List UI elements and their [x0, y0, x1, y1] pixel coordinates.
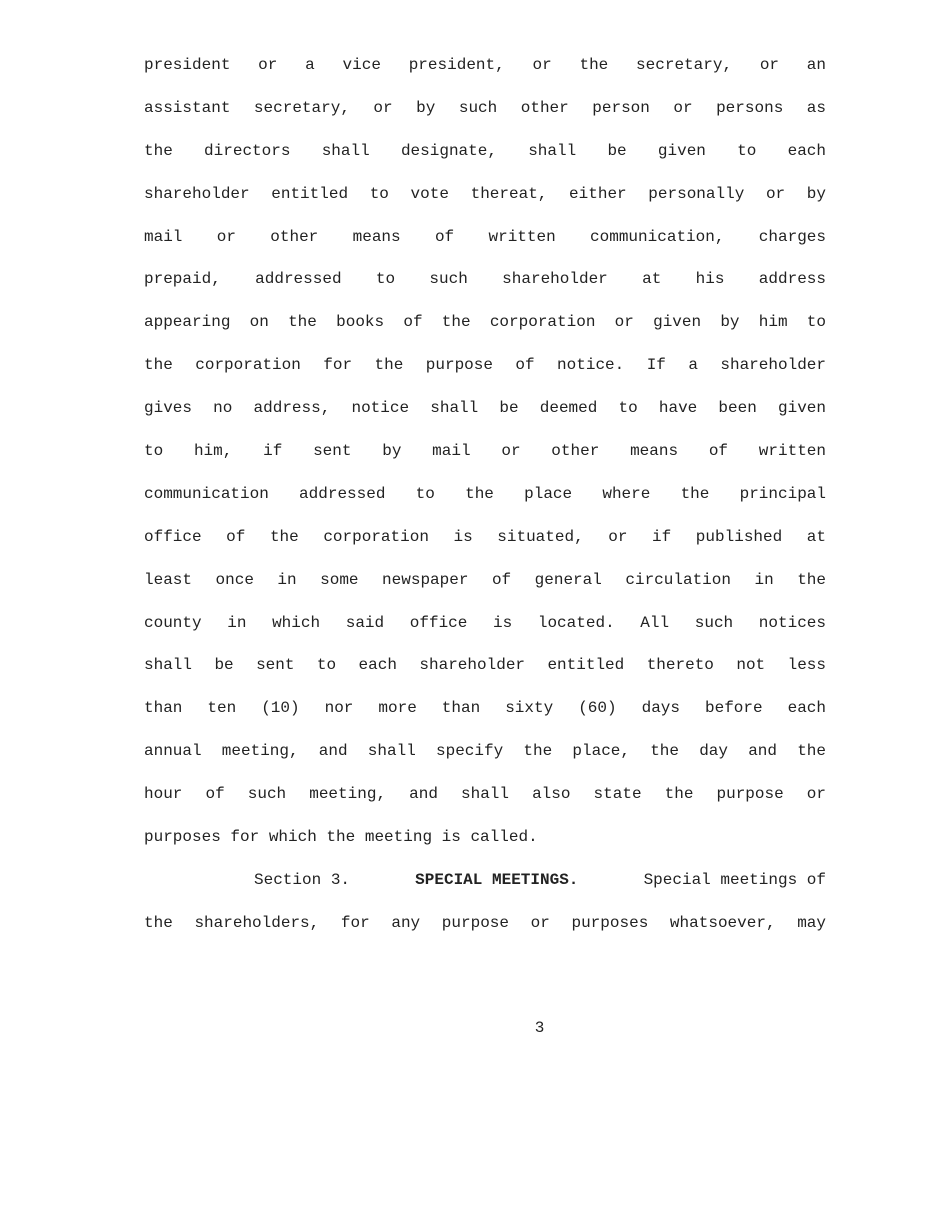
text-line: mail or other means of written communication, charges	[144, 227, 826, 246]
text-line: president or a vice president, or the secretary, or an	[144, 56, 826, 74]
text-line: appearing on the books of the corporation or given by him to	[144, 313, 826, 332]
text-line: least once in some newspaper of general circulation in the	[144, 570, 826, 589]
text-line: office of the corporation is situated, or if published at	[144, 527, 826, 546]
page-number: 3	[534, 1019, 545, 1037]
text-line: assistant secretary, or by such other person or persons as	[144, 98, 826, 117]
text-line: prepaid, addressed to such shareholder at his address	[144, 270, 826, 289]
section-label: Section 3.	[254, 870, 351, 889]
text-line: purposes for which the meeting is called.	[144, 828, 538, 847]
text-line: gives no address, notice shall be deemed to have been given	[144, 399, 826, 418]
section-continuation-line: the shareholders, for any purpose or purposes whatsoever, may	[144, 913, 826, 932]
text-line: annual meeting, and shall specify the place, the day and the	[144, 742, 826, 761]
section-heading: SPECIAL MEETINGS.	[415, 870, 579, 889]
section-text: Special meetings of	[643, 870, 826, 889]
text-line: to him, if sent by mail or other means of written	[144, 442, 826, 461]
text-line: shall be sent to each shareholder entitled thereto not less	[144, 656, 826, 675]
text-line: shareholder entitled to vote thereat, either personally or by	[144, 184, 826, 203]
section-heading-line	[144, 865, 826, 908]
text-line: the directors shall designate, shall be given to each	[144, 141, 826, 160]
text-line: than ten (10) nor more than sixty (60) days before each	[144, 699, 826, 718]
text-line: communication addressed to the place where the principal	[144, 484, 826, 503]
body-text	[144, 50, 826, 951]
text-line: the corporation for the purpose of notice. If a shareholder	[144, 356, 826, 375]
text-line: hour of such meeting, and shall also state the purpose or	[144, 785, 826, 804]
text-line: county in which said office is located. All such notices	[144, 613, 826, 632]
